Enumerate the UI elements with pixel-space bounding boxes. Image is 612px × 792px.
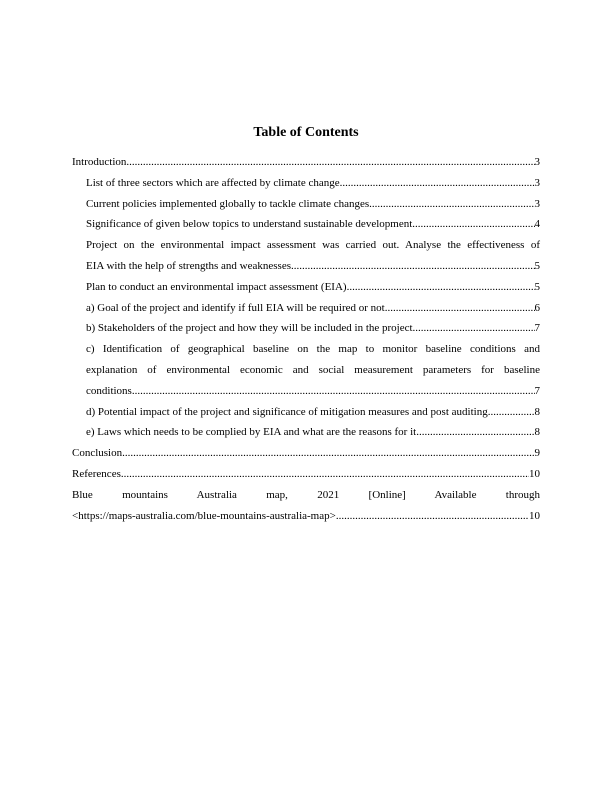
toc-entry-current-policies[interactable] bbox=[72, 194, 540, 215]
dot-leader bbox=[121, 464, 529, 485]
toc-entry-text: e) Laws which needs to be complied by EIA and what are the reasons for it bbox=[86, 426, 417, 439]
toc-entry-text: conditions bbox=[86, 384, 132, 397]
dot-leader bbox=[416, 422, 534, 443]
toc-page-number: 6 bbox=[534, 301, 540, 314]
toc-page-number: 4 bbox=[534, 218, 540, 231]
dot-leader bbox=[132, 381, 535, 402]
toc-entry-text: Plan to conduct an environmental impact assessment (EIA) bbox=[86, 280, 347, 293]
toc-page-number: 8 bbox=[534, 426, 540, 439]
toc-page-number: 9 bbox=[534, 447, 540, 460]
dot-leader bbox=[347, 277, 535, 298]
toc-page-number: 7 bbox=[534, 384, 540, 397]
toc-entry-climate-sectors[interactable] bbox=[72, 173, 540, 194]
toc-entry-references[interactable] bbox=[72, 464, 540, 485]
toc-entry-text-line: c) Identification of geographical baseline on the map to monitor baseline conditions and bbox=[86, 343, 540, 356]
toc-page-number: 10 bbox=[529, 467, 540, 480]
toc-entry-text: <https://maps-australia.com/blue-mountains-australia-map> bbox=[72, 509, 336, 522]
toc-entry-text: References bbox=[72, 467, 121, 480]
toc-entry-text-line: Project on the environmental impact assessment was carried out. Analyse the effectiveness of bbox=[86, 239, 540, 252]
toc-entry-text: Conclusion bbox=[72, 447, 123, 460]
dot-leader bbox=[340, 173, 535, 194]
toc-entry-potential-impact[interactable] bbox=[72, 402, 540, 423]
toc-entry-text: List of three sectors which are affected by climate change bbox=[86, 176, 340, 189]
toc-entry-blue-mountains-map[interactable] bbox=[72, 485, 540, 527]
toc-page-number: 5 bbox=[534, 259, 540, 272]
toc-page-number: 3 bbox=[534, 156, 540, 168]
toc-entry-text: Significance of given below topics to understand sustainable development bbox=[86, 218, 413, 231]
toc-title: Table of Contents bbox=[253, 125, 359, 140]
toc-page-number: 8 bbox=[534, 405, 540, 418]
toc-entry-text: Introduction bbox=[72, 156, 127, 168]
dot-leader bbox=[336, 506, 529, 527]
toc-entry-project-goal[interactable] bbox=[72, 298, 540, 319]
dot-leader bbox=[369, 194, 534, 215]
toc-entry-eia-plan[interactable] bbox=[72, 277, 540, 298]
toc-entry-text: EIA with the help of strengths and weaknesses bbox=[86, 259, 291, 272]
toc-entry-text: b) Stakeholders of the project and how they will be included in the project bbox=[86, 322, 413, 335]
table-of-contents bbox=[72, 152, 540, 526]
dot-leader bbox=[488, 402, 535, 423]
toc-entry-text-line: Blue mountains Australia map, 2021 [Online] Available through bbox=[72, 488, 540, 501]
toc-entry-stakeholders[interactable] bbox=[72, 318, 540, 339]
toc-entry-laws[interactable] bbox=[72, 422, 540, 443]
toc-page-number: 10 bbox=[529, 509, 540, 522]
toc-entry-introduction[interactable] bbox=[72, 152, 540, 173]
toc-entry-conclusion[interactable] bbox=[72, 443, 540, 464]
toc-entry-text: d) Potential impact of the project and significance of mitigation measures and post auditing bbox=[86, 405, 488, 418]
toc-page-number: 3 bbox=[534, 176, 540, 189]
toc-page-number: 7 bbox=[534, 322, 540, 335]
toc-entry-text-line: explanation of environmental economic and social measurement parameters for baseline bbox=[86, 363, 540, 376]
dot-leader bbox=[122, 443, 534, 464]
dot-leader bbox=[412, 214, 534, 235]
dot-leader bbox=[126, 152, 534, 173]
toc-entry-text: Current policies implemented globally to tackle climate changes bbox=[86, 197, 370, 210]
toc-page-number: 5 bbox=[534, 280, 540, 293]
toc-entry-sustainable-development[interactable] bbox=[72, 214, 540, 235]
toc-entry-geographical-baseline[interactable] bbox=[72, 339, 540, 401]
dot-leader bbox=[413, 318, 535, 339]
dot-leader bbox=[291, 256, 535, 277]
toc-page-number: 3 bbox=[534, 197, 540, 210]
toc-entry-eia-effectiveness[interactable] bbox=[72, 235, 540, 277]
dot-leader bbox=[385, 298, 535, 319]
toc-entry-text: a) Goal of the project and identify if full EIA will be required or not bbox=[86, 301, 385, 314]
